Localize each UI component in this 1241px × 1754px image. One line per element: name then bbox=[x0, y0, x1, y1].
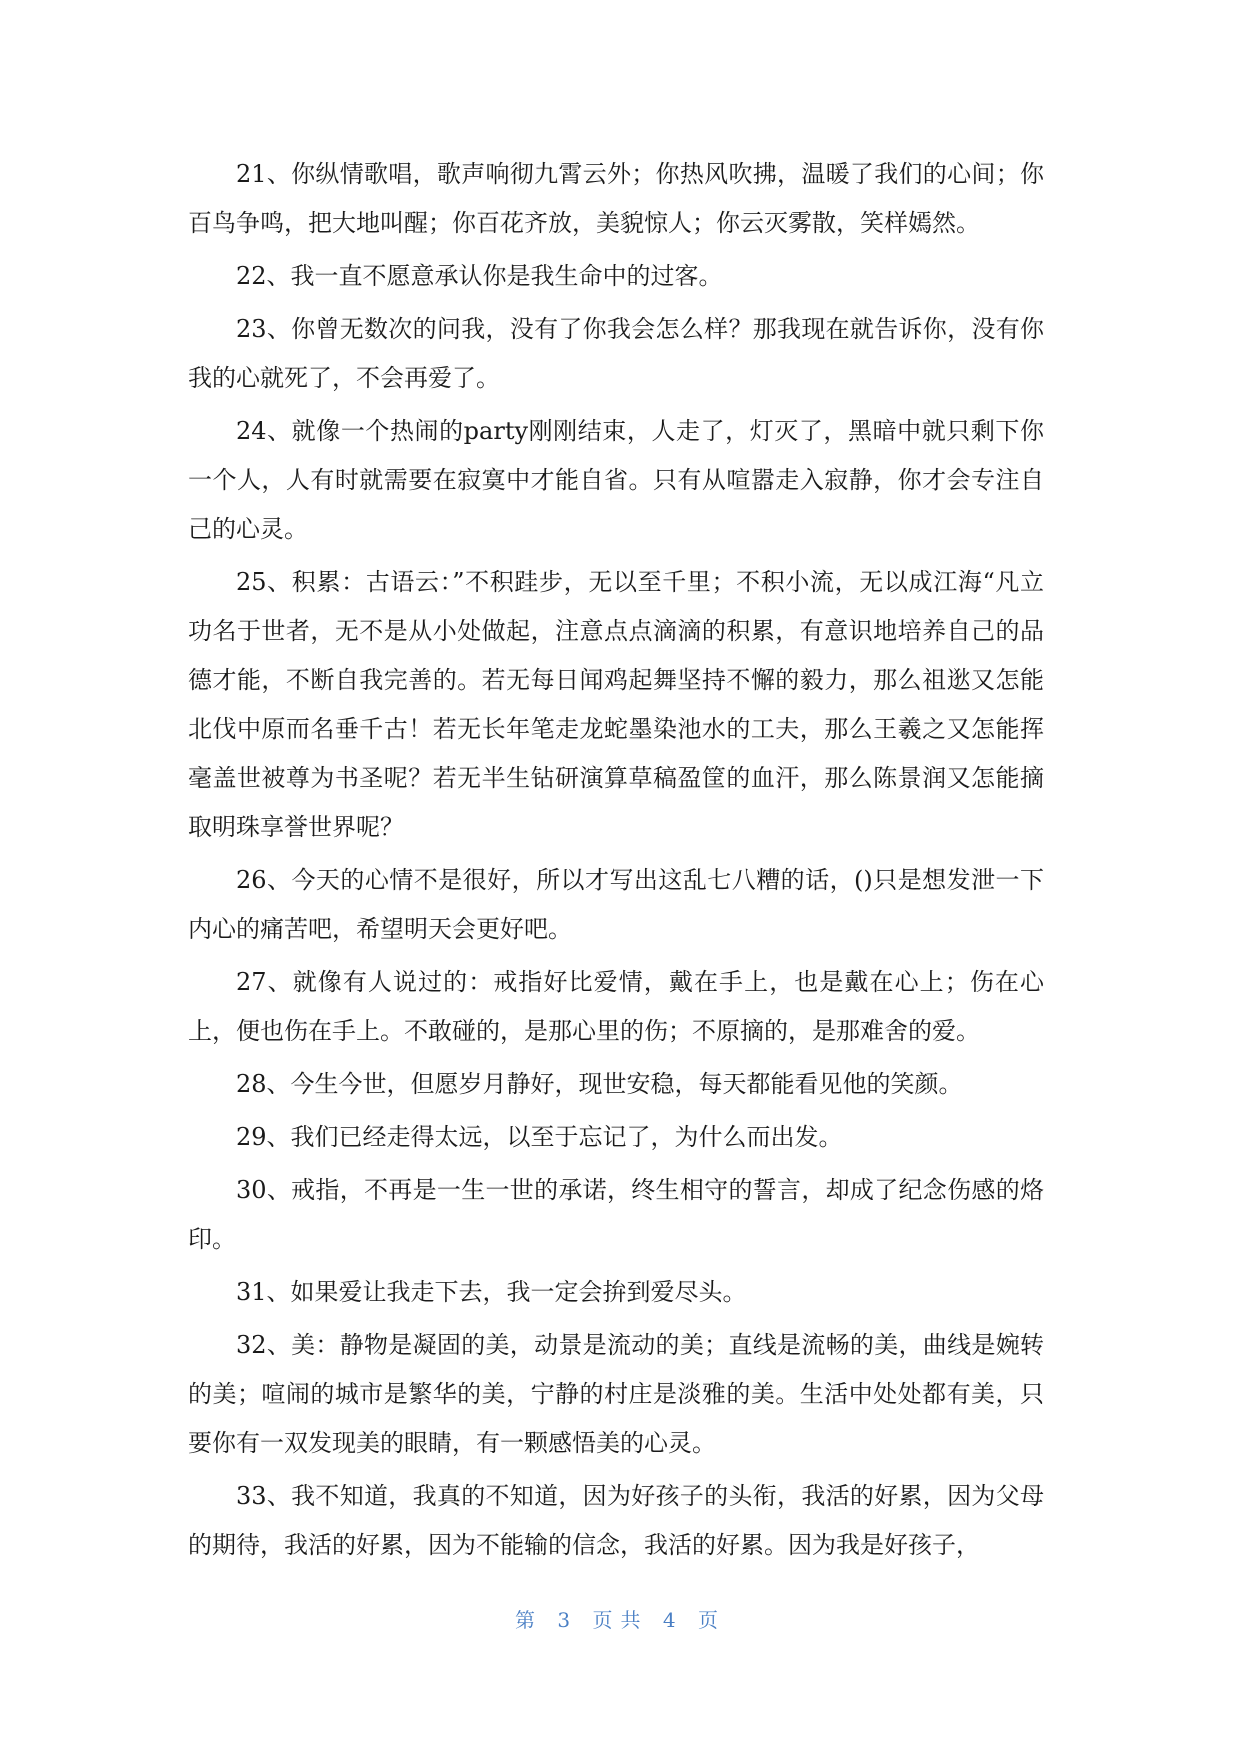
page-footer bbox=[0, 1604, 1241, 1633]
paragraph-30: 30、戒指，不再是一生一世的承诺，终生相守的誓言，却成了纪念伤感的烙印。 bbox=[188, 1176, 1044, 1253]
paragraph-23: 23、你曾无数次的问我，没有了你我会怎么样？那我现在就告诉你，没有你我的心就死了，不会再爱了。 bbox=[188, 315, 1044, 392]
footer-total-pages: 4 bbox=[662, 1608, 684, 1632]
footer-prefix: 第 bbox=[515, 1608, 544, 1632]
footer-current-page: 3 bbox=[557, 1608, 579, 1632]
paragraph-22: 22、我一直不愿意承认你是我生命中的过客。 bbox=[236, 262, 723, 290]
paragraph-25: 25、积累：古语云：”不积跬步，无以至千里；不积小流，无以成江海“凡立功名于世者，无不是从小处做起，注意点点滴滴的积累，有意识地培养自己的品德才能，不断自我完善的。若无每日闻鸡起舞坚持不懈的毅力，那么祖逖又怎能北伐中原而名垂千古！若无长年笔走龙蛇墨染池水的工夫，那么王羲之又怎能挥毫盖世被尊为书圣呢？若无半生钻研演算草稿盈筐的血汗，那么陈景润又怎能摘取明珠享誉世界呢？ bbox=[188, 568, 1044, 841]
paragraph-33: 33、我不知道，我真的不知道，因为好孩子的头衔，我活的好累，因为父母的期待，我活的好累，因为不能输的信念，我活的好累。因为我是好孩子， bbox=[188, 1482, 1044, 1559]
paragraph-31: 31、如果爱让我走下去，我一定会拚到爱尽头。 bbox=[236, 1278, 747, 1306]
paragraph-27: 27、就像有人说过的：戒指好比爱情，戴在手上，也是戴在心上；伤在心上，便也伤在手上。不敢碰的，是那心里的伤；不原摘的，是那难舍的爱。 bbox=[188, 968, 1044, 1045]
paragraph-28: 28、今生今世，但愿岁月静好，现世安稳，每天都能看见他的笑颜。 bbox=[236, 1070, 963, 1098]
paragraph-32: 32、美：静物是凝固的美，动景是流动的美；直线是流畅的美，曲线是婉转的美；喧闹的城市是繁华的美，宁静的村庄是淡雅的美。生活中处处都有美，只要你有一双发现美的眼睛，有一颗感悟美的心灵。 bbox=[188, 1331, 1044, 1457]
footer-mid: 页共 bbox=[592, 1608, 649, 1632]
paragraph-26: 26、今天的心情不是很好，所以才写出这乱七八糟的话，()只是想发泄一下内心的痛苦吧，希望明天会更好吧。 bbox=[188, 866, 1044, 943]
footer-suffix: 页 bbox=[697, 1608, 726, 1632]
paragraph-21: 21、你纵情歌唱，歌声响彻九霄云外；你热风吹拂，温暖了我们的心间；你百鸟争鸣，把大地叫醒；你百花齐放，美貌惊人；你云灭雾散，笑样嫣然。 bbox=[188, 160, 1044, 237]
paragraph-24: 24、就像一个热闹的party刚刚结束，人走了，灯灭了，黑暗中就只剩下你一个人，人有时就需要在寂寞中才能自省。只有从喧嚣走入寂静，你才会专注自己的心灵。 bbox=[188, 417, 1044, 543]
paragraph-29: 29、我们已经走得太远，以至于忘记了，为什么而出发。 bbox=[236, 1123, 843, 1151]
document-body bbox=[188, 150, 1044, 1574]
